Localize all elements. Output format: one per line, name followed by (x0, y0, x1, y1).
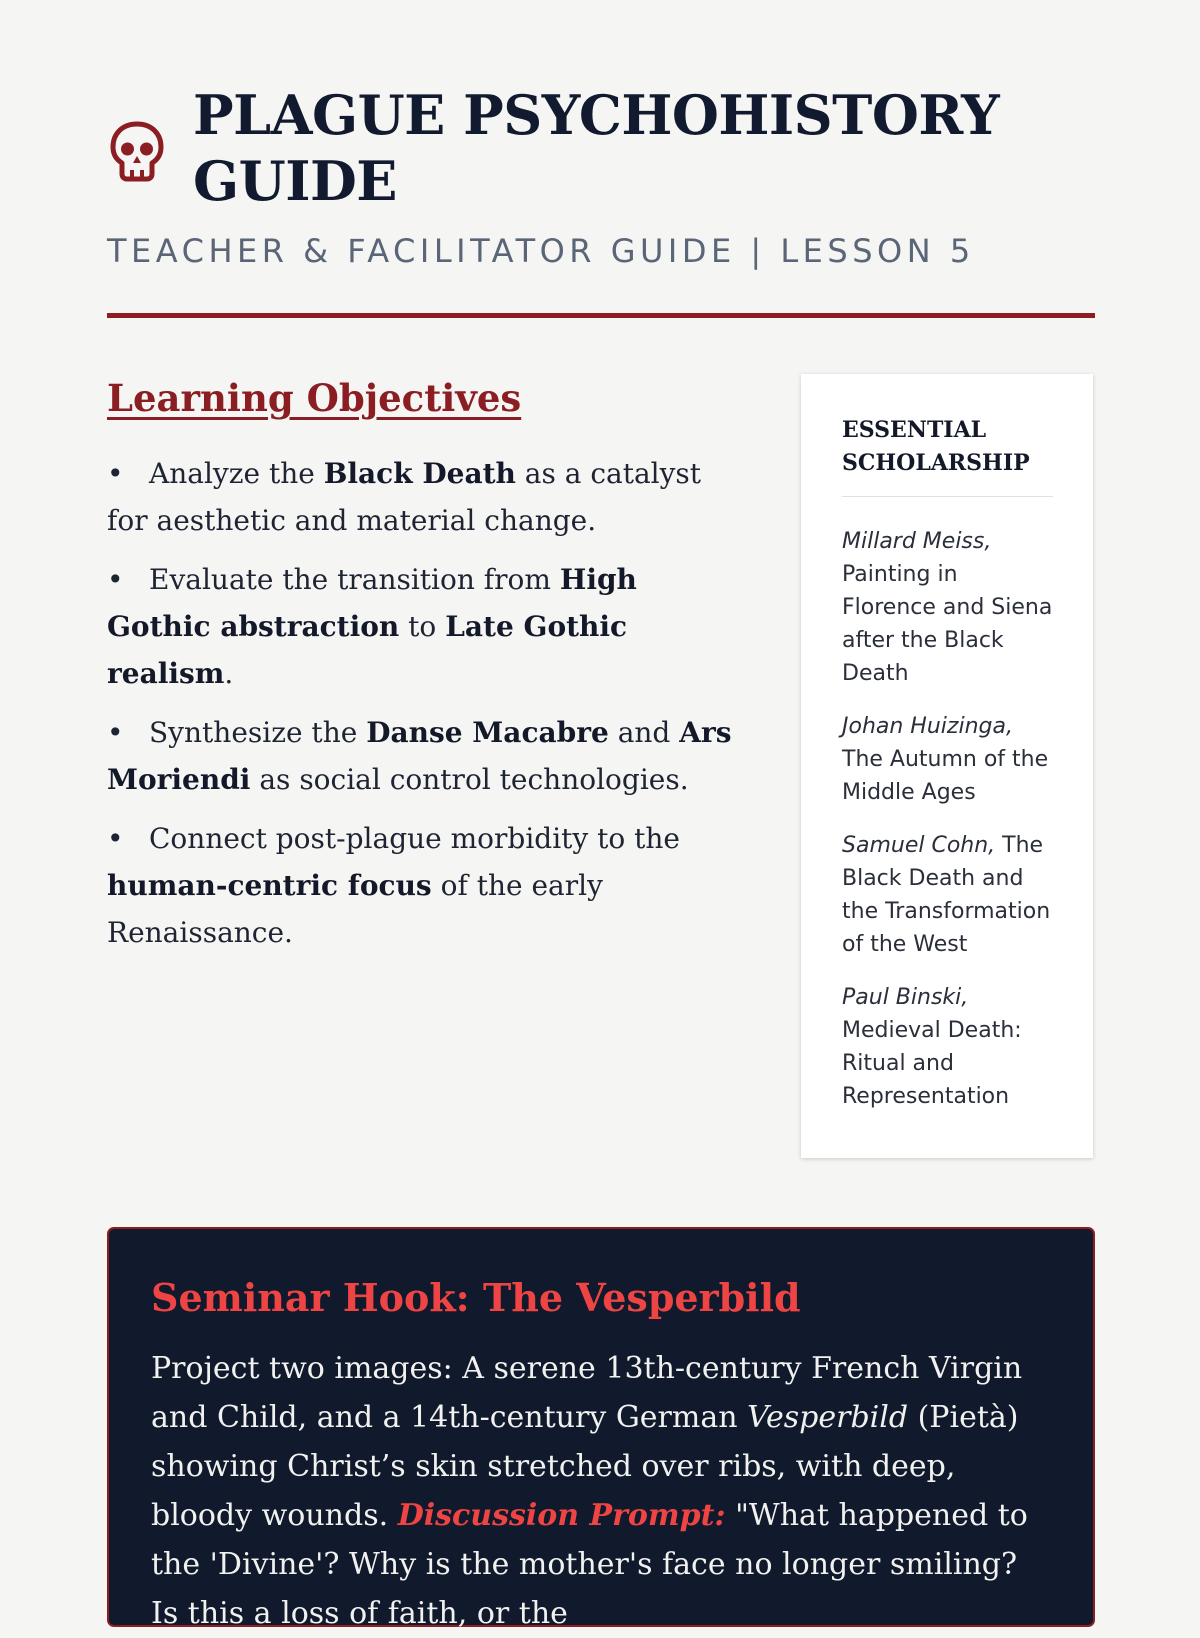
reference-work: Painting in Florence and Siena after the Black Death (842, 562, 1053, 686)
hook-text-rest: (Pietà) showing Christ’s skin stretched over ribs, with deep, bloody wounds. (151, 1400, 1019, 1533)
objectives-list (107, 450, 737, 956)
title-row (107, 82, 1095, 214)
hook-title: Seminar Hook: The Vesperbild (151, 1275, 801, 1320)
reference-work: Medieval Death: Ritual and Representation (842, 1018, 1022, 1109)
hook-text (151, 1344, 1051, 1638)
text-run: as social control technologies. (250, 763, 689, 796)
bullet-icon: • (107, 822, 124, 855)
objective-item (107, 709, 737, 803)
emphasis-term: High Gothic abstraction (107, 563, 637, 643)
bullet-icon: • (107, 457, 124, 490)
bullet-icon: • (107, 563, 124, 596)
page-title: PLAGUE PSYCHOHISTORY GUIDE (193, 83, 1000, 213)
objective-text (107, 822, 680, 949)
seminar-hook-card (107, 1227, 1095, 1631)
learning-objectives (107, 376, 737, 968)
reference-work: The Black Death and the Transformation of the West (842, 833, 1051, 957)
reference-item (842, 981, 1053, 1113)
reference-item (842, 710, 1053, 809)
essential-scholarship-panel (801, 374, 1093, 1158)
text-run: Synthesize the (149, 716, 367, 749)
reference-item (842, 829, 1053, 961)
objective-text (107, 457, 701, 537)
objective-item (107, 815, 737, 956)
objective-text (107, 563, 637, 690)
objective-item (107, 556, 737, 697)
hook-text-intro: Project two images: A serene 13th-century French Virgin and Child, and a 14th-century German (151, 1351, 1023, 1435)
text-run: . (224, 657, 234, 690)
text-run: Connect post-plague morbidity to the (149, 822, 681, 855)
reference-author: Johan Huizinga, (842, 714, 1013, 739)
emphasis-term: Ars Moriendi (107, 716, 732, 796)
text-run: and (608, 716, 680, 749)
objective-item (107, 450, 737, 544)
objective-text (107, 716, 732, 796)
text-run: Analyze the (149, 457, 324, 490)
text-run: to (399, 610, 446, 643)
objectives-heading: Learning Objectives (107, 376, 522, 420)
reference-item (842, 525, 1053, 690)
text-run: Evaluate the transition from (149, 563, 560, 596)
reference-author: Samuel Cohn, (842, 833, 996, 858)
text-run: of the early Renaissance. (107, 869, 603, 949)
discussion-prompt-label: Discussion Prompt: (397, 1498, 726, 1533)
emphasis-term: human-centric focus (107, 869, 432, 902)
header-divider (107, 313, 1095, 318)
page-header (107, 82, 1095, 270)
reference-author: Millard Meiss, (842, 529, 992, 554)
reference-author: Paul Binski, (842, 985, 969, 1010)
scholarship-heading: ESSENTIAL SCHOLARSHIP (842, 414, 1053, 497)
emphasis-term: Danse Macabre (366, 716, 609, 749)
page-subtitle: TEACHER & FACILITATOR GUIDE | LESSON 5 (107, 232, 975, 270)
bullet-icon: • (107, 716, 124, 749)
skull-icon (107, 118, 167, 184)
emphasis-term: Black Death (323, 457, 516, 490)
text-run: as a catalyst for aesthetic and material change. (107, 457, 702, 537)
hook-text-term: Vesperbild (747, 1400, 909, 1435)
reference-work: The Autumn of the Middle Ages (842, 747, 1049, 805)
emphasis-term: Late Gothic realism (107, 610, 628, 690)
discussion-prompt-text: "What happened to the 'Divine'? Why is the mother's face no longer smiling? Is this a loss of faith, or the (151, 1498, 1028, 1631)
